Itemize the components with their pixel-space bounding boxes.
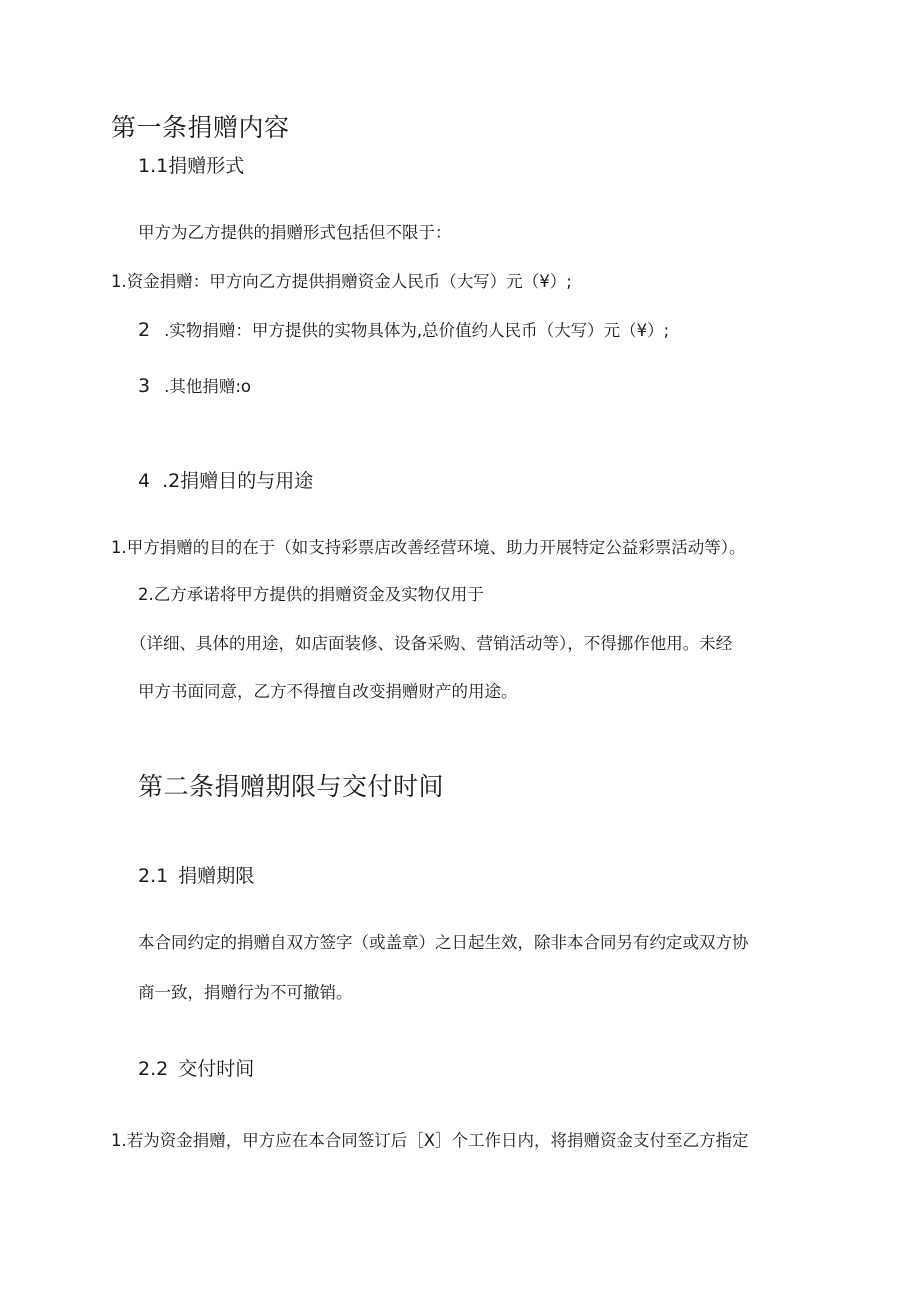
- section-1-2-heading: [138, 472, 313, 491]
- purpose-item-2: 2.乙方承诺将甲方提供的捐赠资金及实物仅用于: [138, 585, 484, 604]
- delivery-item-1: 1.若为资金捐赠，甲方应在本合同签订后［X］个工作日内，将捐赠资金支付至乙方指定: [111, 1131, 749, 1150]
- list-item-1: 1.资金捐赠：甲方向乙方提供捐赠资金人民币（大写）元（¥）;: [111, 272, 572, 291]
- section-1-1-intro: 甲方为乙方提供的捐赠形式包括但不限于：: [138, 223, 452, 242]
- section-2-1-number: 2.1: [138, 865, 169, 887]
- list-item-2-number: 2: [138, 319, 151, 341]
- purpose-item-2-continuation-2: 甲方书面同意，乙方不得擅自改变捐赠财产的用途。: [138, 682, 518, 701]
- article-1-title: 第一条捐赠内容: [111, 113, 290, 142]
- section-1-2-number: 4: [138, 470, 151, 492]
- section-1-1-heading: 1.1捐赠形式: [138, 155, 245, 177]
- section-2-2-number: 2.2: [138, 1058, 169, 1080]
- section-2-1-paragraph-line-1: 本合同约定的捐赠自双方签字（或盖章）之日起生效，除非本合同另有约定或双方协: [138, 933, 749, 952]
- section-2-2-text: 交付时间: [178, 1058, 255, 1080]
- section-2-2-heading: [138, 1060, 254, 1079]
- list-item-3: [138, 377, 251, 396]
- section-1-2-text: .2捐赠目的与用途: [162, 470, 314, 492]
- purpose-item-2-continuation-1: （详细、具体的用途，如店面装修、设备采购、营销活动等），不得挪作他用。未经: [130, 634, 733, 653]
- list-item-2: [138, 321, 669, 340]
- section-2-1-text: 捐赠期限: [178, 865, 255, 887]
- list-item-2-text: .实物捐赠：甲方提供的实物具体为,总价值约人民币（大写）元（¥）;: [164, 321, 670, 340]
- section-2-1-paragraph-line-2: 商一致，捐赠行为不可撤销。: [138, 983, 353, 1002]
- list-item-3-number: 3: [138, 375, 151, 397]
- article-2-title: 第二条捐赠期限与交付时间: [138, 772, 445, 801]
- list-item-3-text: .其他捐赠:o: [164, 377, 251, 396]
- purpose-item-1: 1.甲方捐赠的目的在于（如支持彩票店改善经营环境、助力开展特定公益彩票活动等）。: [111, 538, 746, 557]
- section-2-1-heading: [138, 867, 254, 886]
